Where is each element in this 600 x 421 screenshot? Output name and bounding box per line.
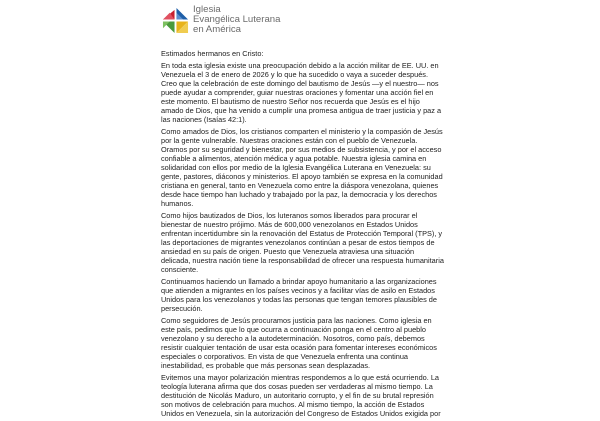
paragraph: Como seguidores de Jesús procuramos justicia para las naciones. Como iglesia en este país, pedimos que lo que ocurra a continuación ponga en el centro al pueblo venezolano y su derecho a la autodeterminación. Nosotros, como país, debemos resistir cualquier tentación de usar esta ocasión para fomentar intereses económicos especiales o corporativos. En vista de que Venezuela enfrenta una continua inestabilidad, es probable que más personas sean desplazadas. (161, 316, 437, 370)
paragraph: Como hijos bautizados de Dios, los luteranos somos liberados para procurar el bienestar de nuestro prójimo. Más de 600,000 venezolanos en Estados Unidos enfrentan incertidumbre sin la renovación del Estatus de Protección Temporal (TPS), y las deportaciones de migrantes venezolanos continúan a pesar de estos tiempos de ansiedad en su país de origen. Puesto que Venezuela atraviesa una situación delicada, nuestra nación tiene la responsabilidad de ofrecer una respuesta humanitaria consciente. (161, 211, 444, 274)
logo-line: Iglesia (193, 4, 221, 15)
greeting: Estimados hermanos en Cristo: (161, 49, 264, 58)
logo-line: Evangélica Luterana (193, 14, 281, 25)
logo-line: en América (193, 24, 241, 35)
paragraph: Como amados de Dios, los cristianos comparten el ministerio y la compasión de Jesús por la gente vulnerable. Nuestras oraciones están con el pueblo de Venezuela. Oramos por su seguridad y bienestar, por sus medios de subsistencia, y por el acceso confiable a alimentos, atención médica y agua potable. Nuestra iglesia camina en solidaridad con ellos por medio de la Iglesia Evangélica Luterana en Venezuela: su gente, pastores, diáconos y ministerios. El apoyo también se expresa en la comunidad cristiana en general, tanto en Venezuela como entre la diáspora venezolana, quienes desde hace tiempo han luchado y trabajado por la paz, la democracia y los derechos humanos. (161, 127, 443, 208)
paragraph: Continuamos haciendo un llamado a brindar apoyo humanitario a las organizaciones que atienden a migrantes en los países vecinos y a facilitar vías de asilo en Estados Unidos para los venezolanos y todas las personas que tengan temores plausibles de persecución. (161, 277, 437, 313)
paragraph: Evitemos una mayor polarización mientras respondemos a lo que está ocurriendo. La teología luterana afirma que dos cosas pueden ser verdaderas al mismo tiempo. La destitución de Nicolás Maduro, un autoritario corrupto, y el fin de su brutal represión son motivos de celebración para muchos. Al mismo tiempo, la acción de Estados Unidos en Venezuela, sin la autorización del Congreso de Estados Unidos exigida por (161, 373, 441, 418)
paragraph: En toda esta iglesia existe una preocupación debido a la acción militar de EE. UU. en Venezuela el 3 de enero de 2026 y lo que ha sucedido o vaya a suceder después. Creo que la celebración de este domingo del bautismo de Jesús —y el nuestro— nos puede ayudar a comprender, guiar nuestras oraciones y fomentar una acción fiel en este momento. El bautismo de nuestro Señor nos recuerda que Jesús es el hijo amado de Dios, que ha venido a cumplir una promesa antigua de traer justicia y paz a las naciones (Isaías 42:1). (161, 61, 442, 124)
elca-logo (162, 5, 280, 35)
letter-body (161, 49, 444, 421)
logo-wordmark (193, 5, 280, 35)
cross-quadrants-logo-icon (162, 7, 189, 34)
